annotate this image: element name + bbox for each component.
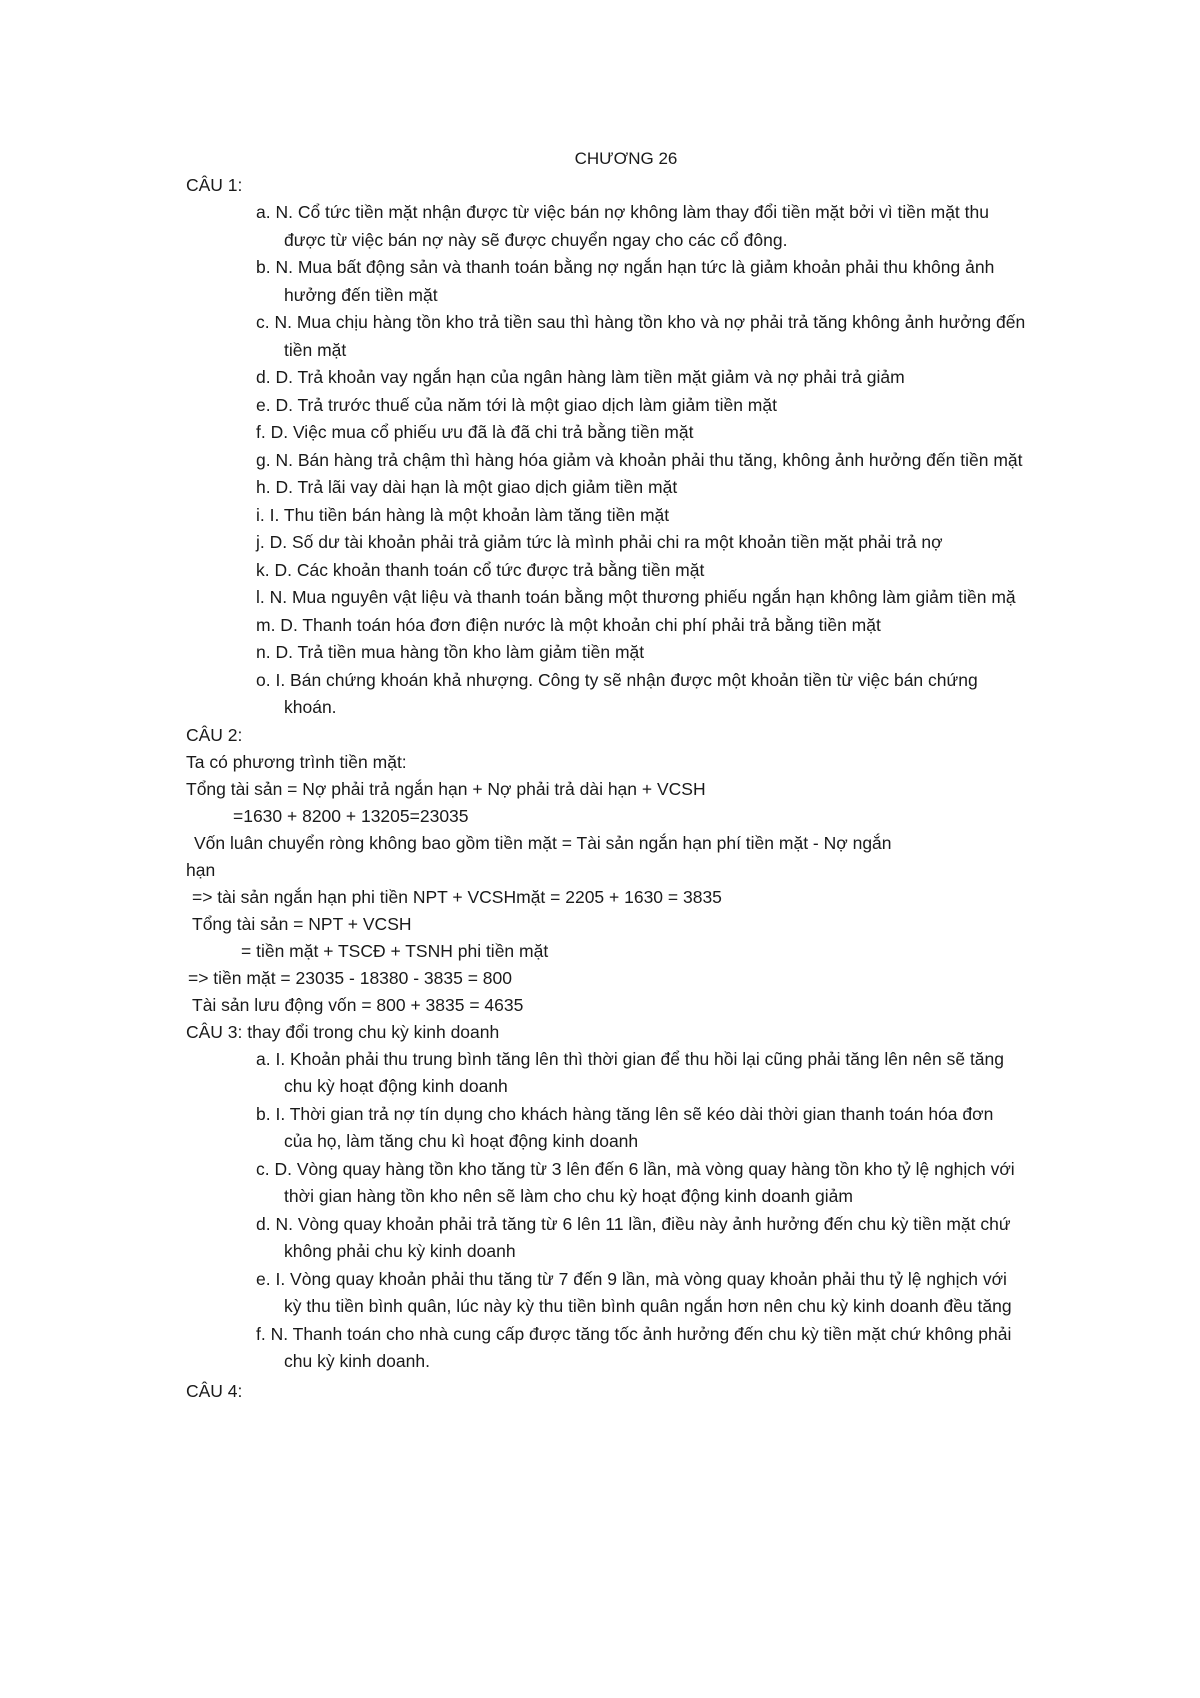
list-item: b. N. Mua bất động sản và thanh toán bằng nợ ngắn hạn tức là giảm khoản phải thu không ảnh hưởng đến tiền mặt — [256, 257, 995, 305]
cau3-list — [186, 1046, 1026, 1376]
list-item: k. D. Các khoản thanh toán cổ tức được trả bằng tiền mặt — [256, 559, 705, 580]
list-item: n. D. Trả tiền mua hàng tồn kho làm giảm tiền mặt — [256, 642, 645, 662]
cau2-line: =1630 + 8200 + 13205=23035 — [233, 805, 469, 826]
cau2-line: Tổng tài sản = Nợ phải trả ngắn hạn + Nợ phải trả dài hạn + VCSH — [186, 778, 706, 799]
list-item: g. N. Bán hàng trả chậm thì hàng hóa giảm và khoản phải thu tăng, không ảnh hưởng đến tiền mặt — [256, 449, 1023, 470]
document-content — [186, 145, 1026, 1405]
cau1-heading: CÂU 1: — [186, 175, 243, 195]
list-item: c. N. Mua chịu hàng tồn kho trả tiền sau thì hàng tồn kho và nợ phải trả tăng không ảnh hưởng đến tiền mặt — [256, 312, 1026, 360]
cau2-line: Vốn luân chuyển ròng không bao gồm tiền mặt = Tài sản ngắn hạn phí tiền mặt - Nợ ngắn — [194, 832, 892, 853]
list-item: a. N. Cổ tức tiền mặt nhận được từ việc bán nợ không làm thay đổi tiền mặt bởi vì tiền mặt thu được từ việc bán nợ này sẽ được chuyển ngay cho các cổ đông. — [256, 202, 989, 250]
cau2-heading: CÂU 2: — [186, 724, 243, 745]
list-item: e. D. Trả trước thuế của năm tới là một giao dịch làm giảm tiền mặt — [256, 394, 777, 415]
list-item: b. I. Thời gian trả nợ tín dụng cho khách hàng tăng lên sẽ kéo dài thời gian thanh toán hóa đơn của họ, làm tăng chu kì hoạt động kinh doanh — [256, 1103, 994, 1151]
cau4-heading: CÂU 4: — [186, 1380, 243, 1401]
list-item: i. I. Thu tiền bán hàng là một khoản làm tăng tiền mặt — [256, 504, 670, 525]
cau2-line: => tiền mặt = 23035 - 18380 - 3835 = 800 — [188, 967, 512, 988]
list-item: e. I. Vòng quay khoản phải thu tăng từ 7 đến 9 lần, mà vòng quay khoản phải thu tỷ lệ nghịch với kỳ thu tiền bình quân, lúc này kỳ thu tiền bình quân ngắn hơn nên chu kỳ kinh doanh đều tăng — [256, 1268, 1012, 1316]
cau2-line: Ta có phương trình tiền mặt: — [186, 751, 407, 772]
list-item: c. D. Vòng quay hàng tồn kho tăng từ 3 lên đến 6 lần, mà vòng quay hàng tồn kho tỷ lệ nghịch với thời gian hàng tồn kho nên sẽ làm cho chu kỳ hoạt động kinh doanh giảm — [256, 1158, 1015, 1206]
list-item: a. I. Khoản phải thu trung bình tăng lên thì thời gian để thu hồi lại cũng phải tăng lên nên sẽ tăng chu kỳ hoạt động kinh doanh — [256, 1048, 1005, 1096]
cau2-line: Tổng tài sản = NPT + VCSH — [192, 913, 412, 934]
cau2-line: Tài sản lưu động vốn = 800 + 3835 = 4635 — [192, 994, 524, 1015]
list-item: d. N. Vòng quay khoản phải trả tăng từ 6 lên 11 lần, điều này ảnh hưởng đến chu kỳ tiền mặt chứ không phải chu kỳ kinh doanh — [256, 1213, 1011, 1261]
list-item: f. N. Thanh toán cho nhà cung cấp được tăng tốc ảnh hưởng đến chu kỳ tiền mặt chứ không phải chu kỳ kinh doanh. — [256, 1323, 1012, 1371]
list-item: m. D. Thanh toán hóa đơn điện nước là một khoản chi phí phải trả bằng tiền mặt — [256, 614, 881, 635]
list-item: h. D. Trả lãi vay dài hạn là một giao dịch giảm tiền mặt — [256, 477, 678, 497]
cau2-line: hạn — [186, 859, 216, 880]
chapter-title: CHƯƠNG 26 — [574, 149, 678, 168]
cau2-line: => tài sản ngắn hạn phi tiền NPT + VCSHmặt = 2205 + 1630 = 3835 — [192, 886, 722, 907]
cau3-heading: CÂU 3: thay đổi trong chu kỳ kinh doanh — [186, 1021, 500, 1042]
list-item: f. D. Việc mua cổ phiếu ưu đã là đã chi trả bằng tiền mặt — [256, 422, 694, 442]
list-item: d. D. Trả khoản vay ngắn hạn của ngân hàng làm tiền mặt giảm và nợ phải trả giảm — [256, 367, 905, 387]
cau2-line: = tiền mặt + TSCĐ + TSNH phi tiền mặt — [241, 940, 549, 961]
cau1-list — [186, 199, 1026, 722]
list-item: j. D. Số dư tài khoản phải trả giảm tức là mình phải chi ra một khoản tiền mặt phải trả nợ — [256, 532, 943, 552]
list-item: o. I. Bán chứng khoán khả nhượng. Công ty sẽ nhận được một khoản tiền từ việc bán chứng khoán. — [256, 669, 978, 717]
list-item: l. N. Mua nguyên vật liệu và thanh toán bằng một thương phiếu ngắn hạn không làm giảm tiền mặ — [256, 587, 1016, 607]
